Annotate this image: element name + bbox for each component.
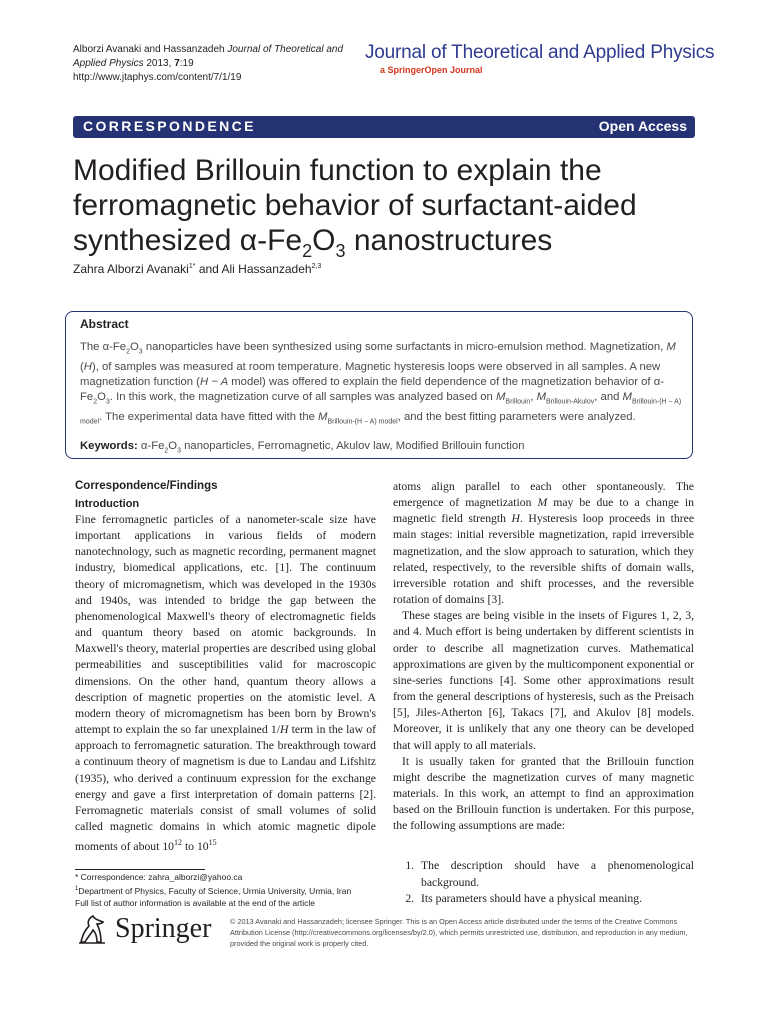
abstract-var: H xyxy=(83,360,92,373)
abstract-seg: O xyxy=(97,391,106,404)
abstract-seg: model) was offered to explain the field dependence of the magnetization behavior of α-Fe xyxy=(80,376,664,404)
journal-branding xyxy=(359,42,715,75)
author-1-affil: 1* xyxy=(188,263,196,270)
article-title xyxy=(73,153,693,269)
abstract-var: H − A xyxy=(199,376,229,389)
citation-block xyxy=(73,43,343,85)
title-line-3: synthesized α-Fe xyxy=(73,224,303,257)
paragraph-var: M xyxy=(537,496,548,510)
article-type: CORRESPONDENCE xyxy=(83,118,256,134)
subsection-heading: Introduction xyxy=(75,498,140,510)
abstract-sub: 2 xyxy=(93,398,98,406)
abstract-seg: . In this work, the magnetization curve of all samples was analyzed based on xyxy=(109,391,496,404)
paragraph xyxy=(75,512,376,855)
body-column-left xyxy=(75,512,376,855)
list-item: 1. The description should have a phenomenological background. xyxy=(417,858,694,890)
citation-journal-cont: Applied Physics xyxy=(73,58,144,69)
citation-url[interactable]: http://www.jtaphys.com/content/7/1/19 xyxy=(73,72,242,83)
title-line-3-end: nanostructures xyxy=(345,224,553,257)
abstract-var: M xyxy=(318,411,328,424)
abstract-sub: Brillouin-(H − A) model xyxy=(327,418,398,426)
abstract-sub: Brillouin-(H − A) model xyxy=(80,398,682,426)
section-heading: Correspondence/Findings xyxy=(75,480,218,492)
citation-year: 2013, xyxy=(146,58,172,69)
paragraph-text: atoms align parallel to each other spontaneously. The emergence of magnetization xyxy=(393,480,694,510)
abstract-sub: Brillouin xyxy=(505,398,531,406)
abstract-sub: 2 xyxy=(126,348,130,356)
springer-logo xyxy=(75,912,211,946)
paragraph-text: to 10 xyxy=(182,840,209,854)
abstract-sub: Brillouin-Akulov xyxy=(546,398,595,406)
list-item: 2. Its parameters should have a physical meaning. xyxy=(417,891,694,907)
abstract-seg: and xyxy=(600,391,623,404)
abstract-seg: nanoparticles have been synthesized using some surfactants in micro-emulsion method. Magnetization, xyxy=(142,341,667,353)
author-2-affil: 2,3 xyxy=(311,263,322,270)
paragraph-var: H xyxy=(511,512,520,526)
paragraph-var: H xyxy=(280,723,289,737)
author-1: Zahra Alborzi Avanaki xyxy=(73,262,189,276)
assumption-list xyxy=(393,858,694,906)
abstract-var: M xyxy=(622,391,632,404)
title-line-1: Modified Brillouin function to explain the xyxy=(73,154,602,187)
abstract-var: M xyxy=(666,341,676,353)
paragraph: It is usually taken for granted that the Brillouin function might describe the magnetization curves of many magnetic materials. In this work, an attempt to find an approximation based on the Brillouin function is undertaken. For this purpose, the following assumptions are made: xyxy=(393,754,694,833)
journal-subtitle: a SpringerOpen Journal xyxy=(380,65,483,75)
exponent: 15 xyxy=(208,838,217,848)
affiliation-text: Department of Physics, Faculty of Science, Urmia University, Urmia, Iran xyxy=(78,885,352,896)
paragraph-text: may be due to a change in magnetic field strength xyxy=(393,496,694,526)
abstract-seg: , xyxy=(594,391,601,404)
keywords-text: nanoparticles, Ferromagnetic, Akulov law, Modified Brillouin function xyxy=(181,440,525,452)
affiliation-sup: 1 xyxy=(75,886,79,892)
abstract-seg: , and the best fitting parameters were analyzed. xyxy=(397,411,636,424)
paragraph: These stages are being visible in the insets of Figures 1, 2, 3, and 4. Much effort is being undertaken by different scientists in order to describe all magnetization curves. Mathematical approximations are given by the multicomponent exponential or sine-series functions [4]. Some other approximations result from the general descriptions of hysteresis, such as the Preisach [5], Jiles-Atherton [6], Takacs [7], and Akulov [8] models. Moreover, it is unlikely that any one theory can be developed that will apply to all materials. xyxy=(393,609,694,752)
citation-page: :19 xyxy=(179,58,194,69)
springer-horse-logo-icon xyxy=(75,912,109,946)
abstract-seg: O xyxy=(130,341,139,353)
citation-volume: 7 xyxy=(174,58,180,69)
citation-journal: Journal of Theoretical and xyxy=(227,44,343,55)
keywords xyxy=(80,440,683,454)
paragraph-text: . Hysteresis loop proceeds in three main stages: initial reversible magnetization, rapid irreversible magnetization, and the slow approach to saturation, which they related, respectively, to the reversible shifts of domain walls, irreversible rotation and shift processes, and the reversible rotation of domains [3]. xyxy=(393,512,695,607)
title-subscript: 2 xyxy=(302,241,313,261)
title-line-2: ferromagnetic behavior of surfactant-aided xyxy=(73,189,637,222)
abstract-seg: , xyxy=(530,391,537,404)
affiliation-note xyxy=(75,883,385,897)
abstract-sub: 3 xyxy=(138,348,143,356)
keywords-text: O xyxy=(168,440,178,452)
correspondence-note: * Correspondence: zahra_alborzi@yahoo.ca xyxy=(75,872,243,882)
abstract-seg: The α-Fe xyxy=(80,341,127,353)
abstract-seg: . The experimental data have fitted with the xyxy=(99,411,319,424)
author-info-note: Full list of author information is available at the end of the article xyxy=(75,897,316,908)
author-conjunction: and xyxy=(195,262,222,276)
citation-authors: Alborzi Avanaki and Hassanzadeh xyxy=(73,44,225,55)
journal-name: Journal of Theoretical and Applied Physics xyxy=(365,42,715,63)
exponent: 12 xyxy=(174,838,183,848)
title-subscript: 3 xyxy=(335,241,346,261)
author-list xyxy=(73,262,321,276)
open-access-badge: Open Access xyxy=(598,118,687,134)
keywords-label: Keywords: xyxy=(80,440,138,452)
article-type-banner xyxy=(73,116,695,138)
footnote-divider xyxy=(75,869,205,870)
publisher-name: Springer xyxy=(115,913,212,944)
paragraph xyxy=(393,479,694,608)
abstract-var: M xyxy=(495,391,506,404)
author-2: Ali Hassanzadeh xyxy=(221,262,312,276)
abstract-text xyxy=(80,340,683,430)
abstract-seg: ( xyxy=(80,360,84,373)
abstract-var: M xyxy=(536,391,547,404)
abstract-heading: Abstract xyxy=(80,317,129,331)
title-formula-o: O xyxy=(312,224,336,257)
abstract-sub: 3 xyxy=(105,398,110,406)
license-text: © 2013 Avanaki and Hassanzadeh; licensee Springer. This is an Open Access article distributed under the terms of the Creative Commons Attribution License (http://creativecommons.org/licenses/by/2.0), which permits unrestricted use, distribution, and reproduction in any medium, provided the original work is properly cited. xyxy=(230,917,688,948)
keywords-sub: 2 xyxy=(164,447,169,455)
paragraph-text: term in the law of approach to ferromagnetic saturation. The breakthrough toward a continuum theory of magnetism is due to Landau and Lifshitz (1935), who derived a continuum expression for the exchange energy and gave a first interpretation of domain patterns [2]. Ferromagnetic materials consist of small volumes of solid called magnetic domains in which atomic magnetic dipole moments of about 10 xyxy=(75,723,376,854)
paragraph-text: Fine ferromagnetic particles of a nanometer-scale size have important applications in various fields of modern nanotechnology, such as magnetic recording, permanent magnet industry, biomedical applications, etc. [1]. The continuum theory of micromagnetism, which was developed in the 1930s and 1940s, was intended to bridge the gap between the phenomenological Maxwell's theory of electromagnetic fields and quantum theory based on atomic backgrounds. In Maxwell's theory, material properties are described using global permeabilities and susceptibilities valid for macroscopic dimensions. On the other hand, quantum theory allows a description of magnetic properties on the atomistic level. A modern theory of micromagnetism has been born by Brown's attempt to explain the so far unexplained 1/ xyxy=(75,513,376,737)
keywords-sub: 3 xyxy=(177,447,181,455)
footnotes xyxy=(75,871,385,909)
keywords-text: α-Fe xyxy=(137,440,165,452)
body-column-right xyxy=(393,479,694,907)
abstract-seg: ), of samples was measured at room temperature. Magnetic hysteresis loops were observed in all samples. A new magnetization function ( xyxy=(80,360,661,389)
